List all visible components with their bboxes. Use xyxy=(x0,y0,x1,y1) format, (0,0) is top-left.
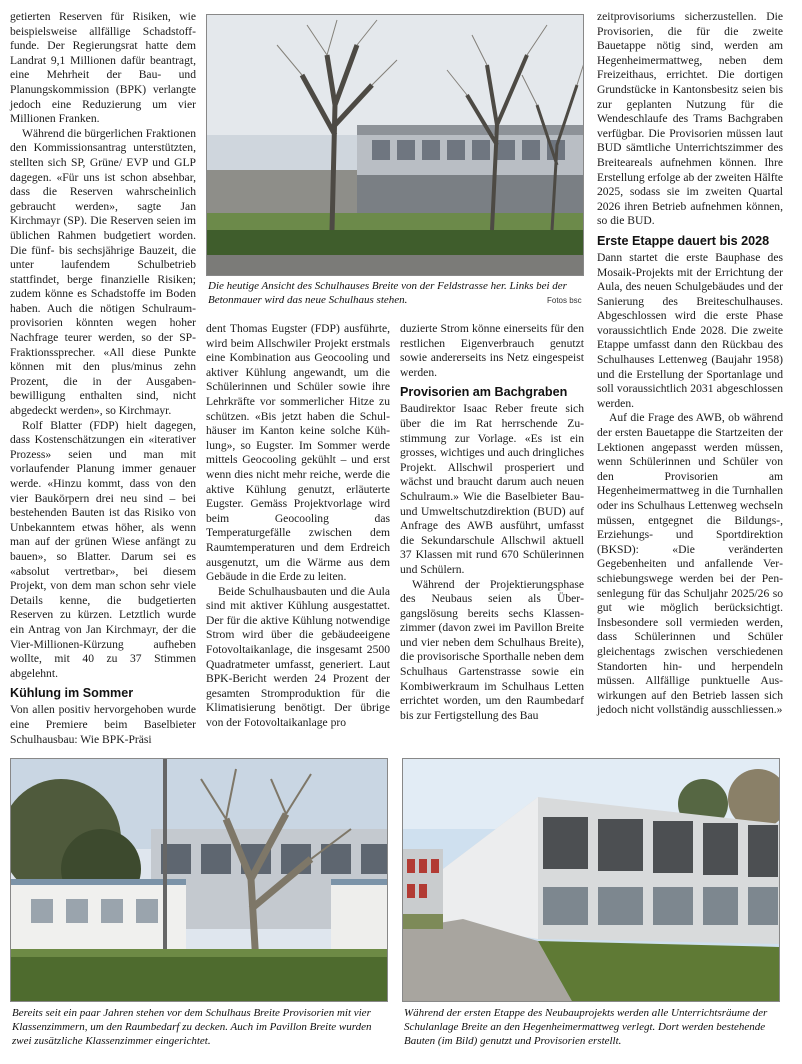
article-column-2 xyxy=(206,322,390,731)
article-column-4 xyxy=(597,10,783,718)
photo-caption-top: Die heutige Ansicht des Schulhauses Breite von der Feldstrasse her. Links bei der Betonmauer wird das neue Schulhaus stehen. xyxy=(208,280,567,306)
subheading-erste-etappe: Erste Etappe dauert bis 2028 xyxy=(597,233,770,248)
photo-caption-bottom-left: Bereits seit ein paar Jahren stehen vor dem Schulhaus Breite Provisorien mit vier Klassenzimmern, um den Raumbedarf zu decken. Auch im Pavillon Breite wurden zwei zusätzliche Klassenzimmer eingerichtet. xyxy=(12,1007,372,1047)
paragraph: duzierte Strom könne einerseits für den restlichen Eigenverbrauch genutzt sowie andererseits ins Netz eingespeist werden. xyxy=(400,322,584,379)
paragraph: Auf die Frage des AWB, ob während der ersten Bauetappe die Startzeiten der Lektionen angepasst werden müssen, wenn Schülerinnen und Schüler von den Provisorien am Hegenheimermattweg in die Turnhallen oder ins Schulhaus Lettenweg wechseln müssen, entgegnet die Bildungs-, Erziehungs- und Sportdirektion (BKSD): «Die veränderten Gegebenheiten und anfallende Verschiebungswege werden bei der Pensenlegung für das Schuljahr 2025/26 so gut wie möglich berücksichtigt. Insbesondere soll vermieden werden, dass Schülerinnen und Schüler gleichentags zwischen verschiedenen Standorten hin- und herpendeln müssen. Allfällige punktuelle Auswirkungen auf den Betrieb lassen sich jedoch nicht vollständig ausschliessen.» xyxy=(597,411,783,717)
paragraph: getierten Reserven für Risiken, wie beispielsweise allfällige Schadstofffunde. Der Regierungsrat hatte dem Landrat 9,1 Millionen dafür beantragt, eine Mehrheit der Bau- und Planungskommission (BPK) verlangte jedoch eine Reduzierung um vier Millionen Franken. xyxy=(10,10,196,126)
photo-caption-bottom-right: Während der ersten Etappe des Neubauprojekts werden alle Unterrichtsräume der Schulanlage Breite an den Hegenheimermattweg verlegt. Dort werden bestehende Bauten (im Bild) genutzt und Provisorien erstellt. xyxy=(404,1007,768,1047)
paragraph: Während die bürgerlichen Fraktionen den Kommissionsantrag unterstützten, stellten sich SP, Grüne/ EVP und GLP dagegen. «Für uns ist schon absehbar, dass die Reserven wahrscheinlich gebraucht werden», sagte Jan Kirchmayr (SP). Die Reserven seien im üblichen Rahmen budgetiert worden. Die fünf- bis sechsjährige Bauzeit, die unter laufendem Schulbetrieb stattfindet, berge finanzielle Risiken; zudem könne es Schadstoffe im Boden haben. Auch die nötigen Schulraumprovisorien könnten wegen hoher Nachfrage teurer werden, so der SP-Fraktionssprecher. «All diese Punkte können mit den plus/minus zehn Prozent, die in der Ausgabenbewilligung enthalten sind, nicht abgedeckt werden», so Kirchmayr. xyxy=(10,126,196,418)
paragraph: zeitprovisoriums sicherzustellen. Die Provisorien, die für die zweite Bauetappe nötig sind, werden am Hegenheimermattweg, neben dem Freizeithaus, errichtet. Die dortigen Grundstücke in Kantonsbesitz seien bis zur geplanten Nutzung für die Wendeschlaufe des Trams Bachgraben verfügbar. Die Provisorien müssen laut BUD sämtliche Unterrichtszimmer des Breiteareals aufnehmen können. Ihre Erstellung erfolge ab der zweiten Hälfte 2025, sodass sie im zweiten Quartal 2026 ihren Betrieb aufnehmen können, so die BUD. xyxy=(597,10,783,228)
photo-credit: Fotos bsc xyxy=(547,296,582,305)
article-column-1 xyxy=(10,10,196,747)
paragraph: Rolf Blatter (FDP) hielt dagegen, dass Kostenschätzungen ein «iterativer Prozess» seien und man mit vorlaufender Planung immer genauer werde. «Hinzu kommt, dass von den vier Baukörpern drei neu sind – bei bestehenden Bauten ist das Risiko von Unbekanntem etwas höher, als wenn man auf der grünen Wiese anfängt zu bauen», so Blatter. Darum sei es «absolut vertretbar», bei diesem Projekt, von dem man schon sehr viele Details kenne, die budgetierten Reserven zu kürzen. Letztlich wurde ein Antrag von Jan Kirchmayr, der die Vier-Millionen-Kürzung aufheben wollte, mit 40 zu 37 Stimmen abgelehnt. xyxy=(10,418,196,680)
paragraph: Beide Schulhausbauten und die Aula sind mit aktiver Kühlung ausgestattet. Der für die aktive Kühlung notwendige Strom wird über die gebäudeeigene Fotovoltaikanlage, die insgesamt 2500 Quadratmeter umfasst, generiert. Laut BPK-Bericht werden 24 Prozent der gesamten Stromproduktion für die Klimatisierung benötigt. Der übrige von der Fotovoltaikanlage pro xyxy=(206,584,390,730)
subheading-kuehlung: Kühlung im Sommer xyxy=(10,686,134,701)
article-column-3 xyxy=(400,322,584,723)
paragraph: Von allen positiv hervorgehoben wurde eine Premiere beim Baselbieter Schulhausbau: Wie BPK-Präsi xyxy=(10,703,196,746)
paragraph: Während der Projektierungsphase des Neubaus seien als Übergangslösung bereits sechs Klassenzimmer (davon zwei im Pavillon Breite und vier neben dem Schulhaus Breite), die provisorische Sporthalle neben dem Schulhaus Gartenstrasse sowie ein Kombiwerkraum im Schulhaus Letten errichtet worden, um den Raumbedarf bis zur Fertigstellung des Bau xyxy=(400,577,584,722)
photo-provisorien-breite xyxy=(10,758,388,1002)
paragraph: Baudirektor Isaac Reber freute sich über die im Rat herrschende Zustimmung zur Vorlage. «Es ist ein grosses, wichtiges und auch dringliches Projekt. Allschwil prosperiert und wächst und braucht darum auch neuen Schulraum.» Wie die Baselbieter Bau- und Umweltschutzdirektion (BUD) auf Anfrage des AWB ausführt, umfasst die Sekundarschule Allschwil aktuell 37 Klassen mit rund 670 Schülerinnen und Schülern. xyxy=(400,402,584,576)
subheading-provisorien: Provisorien am Bachgraben xyxy=(400,385,568,400)
paragraph: Dann startet die erste Bauphase des Mosaik-Projekts mit der Errichtung der Aula, des neuen Schulgebäudes und der Sanierung des Breiteschulhauses. Abgeschlossen wird die erste Phase voraussichtlich Ende 2028. Die zweite Etappe umfasst dann den Rückbau des Schulhauses Lettenweg (Baujahr 1958) und die Erstellung der Sportanlage und soll voraussichtlich 2031 abgeschlossen werden. xyxy=(597,250,783,410)
paragraph: dent Thomas Eugster (FDP) ausführte, wird beim Allschwiler Projekt erstmals eine Kombination aus Geocooling und aktiver Kühlung angewandt, um die Schülerinnen und Schüler sowie ihre Lehrkräfte vor sommerlicher Hitze zu schützen. «Bis jetzt haben die Schulhäuser im Kanton keine solche Kühlung», so Eugster. Im Sommer werde mittels Geocooling gekühlt – und erst wenn dies nicht mehr reiche, werde die aktive Kühlung genutzt, erläuterte Eugster. Gemäss Projektvorlage wird beim Geocooling das Temperaturgefälle zwischen dem Raumtemperaturen und dem Erdreich ausgenutzt, um die Wärme aus dem Gebäude in die Erde zu leiten. xyxy=(206,322,390,584)
photo-schoolhouse-breite xyxy=(206,14,584,276)
photo-hegenheimermattweg xyxy=(402,758,780,1002)
